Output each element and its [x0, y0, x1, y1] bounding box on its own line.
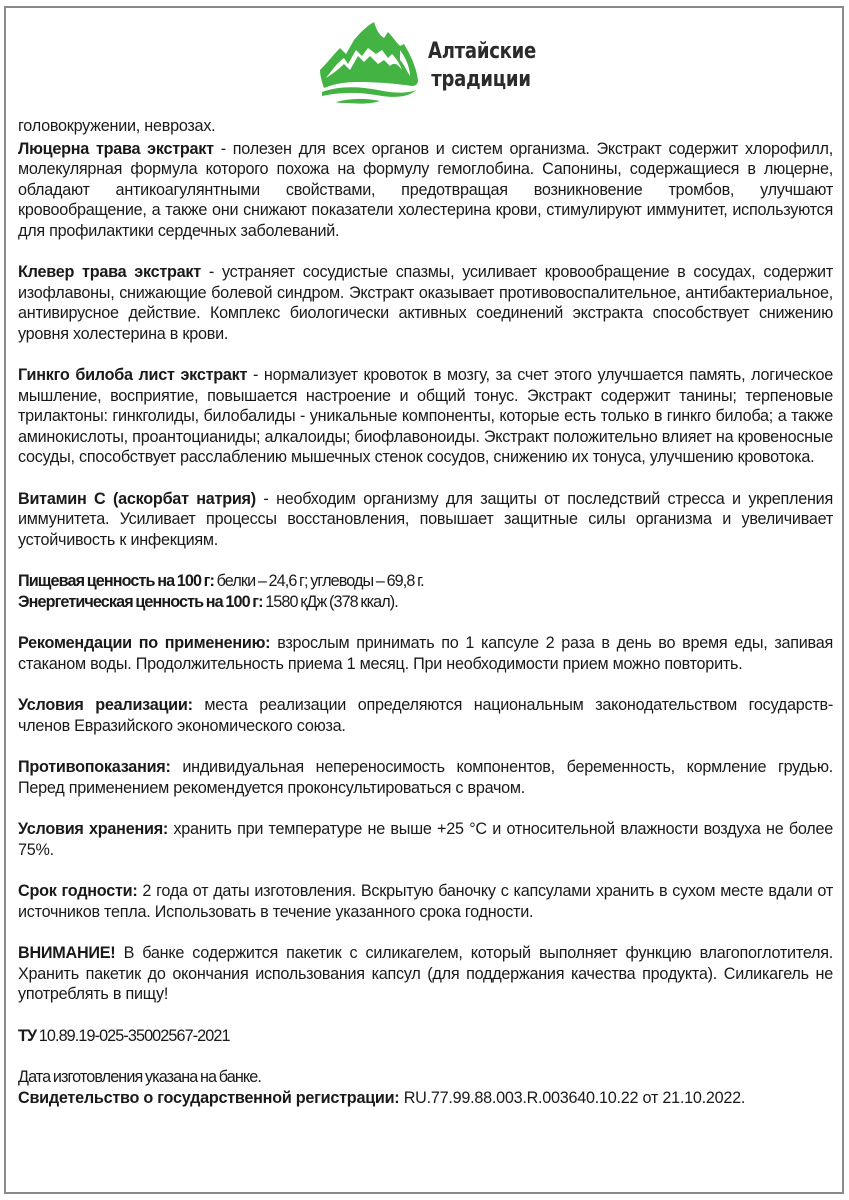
nutrition-text: белки – 24,6 г; углеводы – 69,8 г. [214, 572, 424, 590]
tu-text: 10.89.19-025-35002567-2021 [36, 1026, 230, 1045]
registration-title: Свидетельство о государственной регистрации: [18, 1088, 400, 1107]
energy-title: Энергетическая ценность на 100 г: [18, 592, 263, 611]
vitamin-c-text: - необходим организму для защиты от последствий стресса и укрепления иммунитета. Усиливает процессы восстановления, повышает защитные силы организма и увеличивает устойчивость к инфекциям. [18, 489, 833, 549]
manufacture-date-text: Дата изготовления указана на банке. [18, 1068, 261, 1086]
nutrition-title: Пищевая ценность на 100 г: [18, 572, 215, 590]
alfalfa-paragraph [18, 139, 833, 242]
shelf-life-paragraph [18, 881, 833, 922]
storage-paragraph [18, 819, 833, 860]
ginkgo-text: - нормализует кровоток в мозгу, за счет этого улучшается память, логическое мышление, восприятие, повышается настроение и общий тонус. Экстракт содержит танины; терпеновые трилактоны: гинкголиды, билобалиды - уникальные компоненты, которые есть только в гинкго билоба; а также аминокислоты, проантоцианиды; алкалоиды; биофлавоноиды. Экстракт положительно влияет на кровеносные сосуды, способствует расслаблению мышечных стенок сосудов, снижению их тонуса, улучшению кровотока. [18, 366, 833, 466]
energy-paragraph [18, 592, 833, 613]
sale-conditions-text: места реализации определяются национальным законодательством государств-членов Евразийского экономического союза. [18, 696, 834, 735]
alfalfa-title: Люцерна трава экстракт [18, 139, 214, 158]
warning-paragraph [18, 943, 833, 1005]
alfalfa-text: - полезен для всех органов и систем организма. Экстракт содержит хлорофилл, молекулярная формула которого похожа на формулу гемоглобина. Сапонины, содержащиеся в люцерне, обладают антикоагулянтными свойствами, предотвращая возникновение тромбов, улучшают кровообращение, а также они снижают показатели холестерина крови, стимулируют иммунитет, используются для профилактики сердечных заболеваний. [18, 139, 833, 240]
ginkgo-paragraph [18, 365, 833, 468]
brand-name-line1: Алтайские [428, 39, 537, 64]
vitamin-c-paragraph [18, 489, 833, 551]
mountain-logo-icon [318, 18, 424, 106]
shelf-life-text: 2 года от даты изготовления. Вскрытую баночку с капсулами хранить в сухом месте вдали от источников тепла. Использовать в течение указанного срока годности. [18, 882, 833, 921]
contraindications-title: Противопоказания: [18, 758, 171, 776]
clover-paragraph [18, 262, 833, 344]
product-description [18, 116, 833, 1108]
energy-text: 1580 кДж (378 ккал). [262, 592, 398, 611]
tu-paragraph [18, 1026, 833, 1047]
usage-text: взрослым принимать по 1 капсуле 2 раза в день во время еды, запивая стаканом воды. Продолжительность приема 1 месяц. При необходимости прием можно повторить. [18, 634, 833, 673]
brand-logo [318, 18, 568, 106]
nutrition-paragraph [18, 571, 833, 592]
registration-paragraph [18, 1088, 833, 1109]
sale-conditions-title: Условия реализации: [18, 696, 193, 714]
clover-text: - устраняет сосудистые спазмы, усиливает кровообращение в сосудах, содержит изофлавоны, снижающие болевой синдром. Экстракт оказывает противовоспалительное, антибактериальное, антивирусное действие. Комплекс биологически активных соединений экстракта способствует снижению уровня холестерина в крови. [18, 263, 834, 343]
storage-title: Условия хранения: [18, 820, 169, 838]
shelf-life-title: Срок годности: [18, 882, 138, 900]
contraindications-paragraph [18, 757, 833, 798]
warning-text: В банке содержится пакетик с силикагелем, который выполняет функцию влагопоглотителя. Хранить пакетик до окончания использования капсул (для поддержания качества продукта). Силикагель не употреблять в пищу! [18, 944, 833, 1003]
registration-text: RU.77.99.88.003.R.003640.10.22 от 21.10.2022. [399, 1088, 746, 1107]
vitamin-c-title: Витамин С (аскорбат натрия) [18, 489, 256, 508]
brand-name [428, 38, 536, 94]
clover-title: Клевер трава экстракт [18, 263, 201, 281]
intro-tail-paragraph: головокружении, неврозах. [18, 117, 216, 135]
brand-name-line2: традиции [431, 67, 531, 92]
contraindications-text: индивидуальная непереносимость компонентов, беременность, кормление грудью. Перед применением рекомендуется проконсультироваться с врачом. [18, 758, 833, 797]
sale-conditions-paragraph [18, 695, 833, 736]
tu-title: ТУ [18, 1026, 37, 1045]
manufacture-date-paragraph [18, 1067, 833, 1088]
warning-title: ВНИМАНИЕ! [18, 944, 116, 962]
ginkgo-title: Гинкго билоба лист экстракт [18, 366, 248, 384]
usage-title: Рекомендации по применению: [18, 634, 271, 652]
usage-paragraph [18, 633, 833, 674]
storage-text: хранить при температуре не выше +25 °С и относительной влажности воздуха не более 75%. [18, 820, 833, 859]
